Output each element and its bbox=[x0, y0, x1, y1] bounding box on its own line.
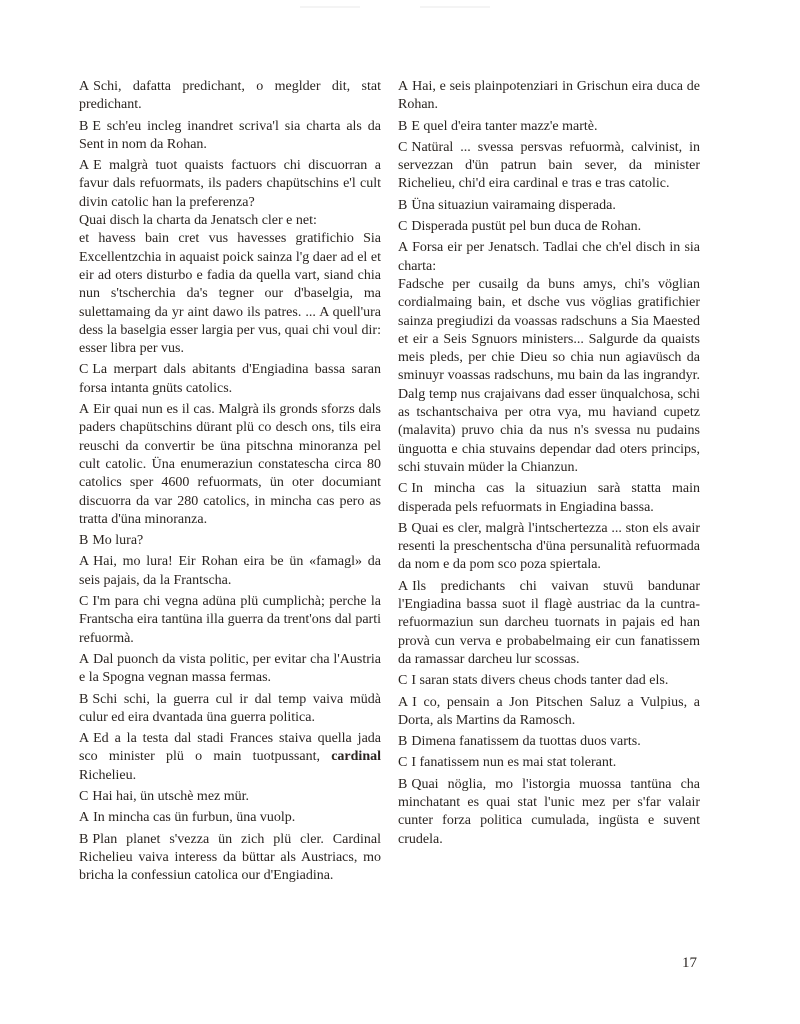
speaker-label: C bbox=[79, 788, 89, 804]
dialogue-paragraph bbox=[79, 691, 381, 728]
dialogue-paragraph bbox=[79, 553, 381, 590]
speaker-label: A bbox=[79, 79, 90, 94]
speaker-label: A bbox=[79, 651, 90, 667]
speaker-label: C bbox=[398, 139, 408, 155]
text-column-left bbox=[79, 78, 381, 888]
paragraph-text: I co, pensain a Jon Pitschen Saluz a Vulpius, a Dorta, als Martins da Ramosch. bbox=[398, 694, 700, 728]
paragraph-text: E malgrà tuot quaists factuors chi discuorran a favur dals refuormats, ils paders chapütschins e'l cult divin catolic han la preferenza? bbox=[79, 158, 381, 210]
speaker-label: C bbox=[79, 594, 89, 610]
speaker-label: C bbox=[398, 755, 408, 771]
speaker-label: B bbox=[398, 118, 408, 134]
dialogue-paragraph bbox=[79, 78, 381, 115]
dialogue-paragraph bbox=[398, 694, 700, 731]
speaker-label: A bbox=[398, 578, 409, 594]
page-number: 17 bbox=[682, 955, 697, 971]
dialogue-paragraph bbox=[79, 401, 381, 529]
dialogue-paragraph bbox=[398, 578, 700, 669]
text-column-right bbox=[398, 78, 700, 852]
paragraph-text: Ils predichants chi vaivan stuvü bandunar l'Engiadina bassa suot il flagè austriac da la cuntra-refuormaziun sun darcheu tuornats in pajais ed han provà cun verva e probabelmaing eir cun fanatissem da ramassar darcheu lur scossas. bbox=[398, 578, 700, 667]
dialogue-paragraph bbox=[79, 809, 381, 827]
speaker-label: C bbox=[398, 219, 408, 235]
speaker-label: B bbox=[398, 734, 408, 750]
speaker-label: B bbox=[398, 197, 408, 213]
speaker-label: B bbox=[398, 776, 408, 792]
paragraph-text: Ed a la testa dal stadi Frances staiva quella jada sco minister plü o main tuotpussant, bbox=[79, 731, 381, 765]
dialogue-paragraph bbox=[79, 831, 381, 886]
dialogue-paragraph bbox=[398, 118, 700, 136]
dialogue-paragraph bbox=[398, 754, 700, 772]
paragraph-text: Fadsche per cusailg da buns amys, chi's vöglian cordialmaing bain, et dsche vus vöglias gratifichier sainza pregiudizi da voassas radschuns a Sia Maested et eir a Seis Sgnuors ministers... Salgurde da quaists meis pleds, per chie Dieu so chia nun agiavüsch da sminuyr voassas radschuns, mu bain da las ingrandyr. Dalg temp nus crajaivans dad esser ünqualchosa, schi as tschantschaiva per otra vya, mu haviand cupetz (malavita) pruvo chia da nus n's svessa nu pudains ünguotta e chia stuvains dependar dad oters princips, schi stuvain müder la Chianzun. bbox=[398, 276, 700, 475]
paragraph-text: Quai disch la charta da Jenatsch cler e net: bbox=[79, 213, 317, 229]
dialogue-paragraph bbox=[398, 239, 700, 276]
quoted-letter-paragraph bbox=[398, 276, 700, 477]
paragraph-text: Quai nöglia, mo l'istorgia muossa tantüna cha minchatant es quai stat l'unic mez per s'far valair cunter forza politica cumulada, ingüsta e suvent crudela. bbox=[398, 776, 700, 847]
quoted-letter-paragraph bbox=[79, 230, 381, 358]
speaker-label: C bbox=[398, 673, 408, 689]
dialogue-paragraph bbox=[398, 139, 700, 194]
dialogue-paragraph bbox=[398, 520, 700, 575]
paragraph-text: In mincha cas la situaziun sarà statta main disperada pels refuormats in Engiadina bassa. bbox=[398, 481, 700, 515]
dialogue-paragraph bbox=[398, 733, 700, 751]
paragraph-text-continued: Richelieu. bbox=[79, 767, 137, 783]
speaker-label: B bbox=[79, 533, 89, 549]
paragraph-text: I saran stats divers cheus chods tanter dad els. bbox=[411, 673, 669, 689]
speaker-label: A bbox=[398, 240, 409, 256]
dialogue-paragraph bbox=[79, 730, 381, 785]
paragraph-text: Hai, e seis plainpotenziari in Grischun eira duca de Rohan. bbox=[398, 79, 700, 113]
paragraph-text: et havess bain cret vus havesses gratifichio Sia Excellentzchia in aquaist poick sainza l'g daer ad el et eir ad oters disturbo e fadia da quella vart, siand chia nun s'tscherchia da's tegner our d'baselgia, ma sulettamaing da yr aint dawo ils patres. ... A quell'ura dess la baselgia esser largia per vus, quai chi voul dir: esser libra per vus. bbox=[79, 231, 381, 357]
paragraph-text: E sch'eu incleg inandret scriva'l sia charta als da Sent in nom da Rohan. bbox=[79, 118, 381, 152]
dialogue-paragraph bbox=[398, 672, 700, 690]
dialogue-paragraph bbox=[79, 361, 381, 398]
dialogue-paragraph bbox=[79, 651, 381, 688]
speaker-label: A bbox=[79, 731, 90, 747]
speaker-label: B bbox=[79, 118, 89, 134]
paragraph-text: In mincha cas ün furbun, üna vuolp. bbox=[93, 810, 296, 826]
paragraph-text: Hai hai, ün utschè mez mür. bbox=[92, 788, 250, 804]
paragraph-text: I fanatissem nun es mai stat tolerant. bbox=[411, 755, 617, 771]
scan-artifact bbox=[0, 1, 800, 13]
dialogue-paragraph bbox=[79, 593, 381, 648]
scan-top-marks bbox=[0, 0, 800, 12]
speaker-label: A bbox=[79, 158, 90, 174]
speaker-label: A bbox=[79, 402, 90, 418]
dialogue-paragraph bbox=[79, 157, 381, 212]
bold-term: cardinal bbox=[331, 749, 381, 765]
dialogue-paragraph bbox=[398, 197, 700, 215]
speaker-label: C bbox=[79, 362, 89, 378]
paragraph-text: Quai es cler, malgrà l'intschertezza ... ston els avair resenti la preschentscha d'üna persunalità refuormada da nom e da pom sco poza spiertala. bbox=[398, 520, 700, 573]
speaker-label: B bbox=[79, 831, 89, 847]
paragraph-text: I'm para chi vegna adüna plü cumplichà; perche la Frantscha eira tantüna illa guerra da trent'ons dal parti refuormà. bbox=[79, 594, 381, 646]
dialogue-paragraph bbox=[398, 78, 700, 115]
paragraph-text: E quel d'eira tanter mazz'e martè. bbox=[411, 118, 598, 134]
paragraph-text: Disperada pustüt pel bun duca de Rohan. bbox=[411, 219, 642, 235]
paragraph-text: Mo lura? bbox=[92, 533, 144, 549]
dialogue-paragraph bbox=[79, 788, 381, 806]
paragraph-text: Forsa eir per Jenatsch. Tadlai che ch'el disch in sia charta: bbox=[398, 240, 700, 274]
speaker-label: C bbox=[398, 481, 408, 497]
speaker-label: A bbox=[398, 79, 409, 94]
speaker-label: A bbox=[398, 694, 409, 710]
dialogue-paragraph bbox=[398, 218, 700, 236]
paragraph-text: La merpart dals abitants d'Engiadina bassa saran forsa intanta gnüts catolics. bbox=[79, 362, 381, 396]
quoted-letter-paragraph bbox=[79, 212, 381, 230]
dialogue-paragraph bbox=[398, 776, 700, 849]
speaker-label: A bbox=[79, 554, 90, 570]
dialogue-paragraph bbox=[398, 480, 700, 517]
paragraph-text: Natüral ... svessa persvas refuormà, calvinist, in servezzan d'ün patrun bain sever, da minister Richelieu, chi'd eira cardinal e tras e tras catolic. bbox=[398, 139, 700, 192]
paragraph-text: Schi schi, la guerra cul ir dal temp vaiva müdà culur ed eira dvantada üna guerra politica. bbox=[79, 691, 381, 725]
paragraph-text: Dimena fanatissem da tuottas duos varts. bbox=[411, 734, 641, 750]
paragraph-text: Eir quai nun es il cas. Malgrà ils gronds sforzs dals paders chapütschins dürant plü co desch ons, tils eira reuschi da convertir be üna pitschna minoranza pel cult catolic. Üna enumeraziun constatescha circa 80 catolics sper 4600 refuormats, ün oter documiant discuorra da var 280 catolics, in mincha cas pero as tratta d'üna minoranza. bbox=[79, 402, 381, 527]
paragraph-text: Üna situaziun vairamaing disperada. bbox=[411, 197, 616, 213]
paragraph-text: Schi, dafatta predichant, o meglder dit, stat predichant. bbox=[79, 79, 381, 113]
speaker-label: A bbox=[79, 810, 90, 826]
speaker-label: B bbox=[398, 520, 408, 536]
paragraph-text: Dal puonch da vista politic, per evitar cha l'Austria e la Spogna vegnan massa fermas. bbox=[79, 651, 381, 686]
dialogue-paragraph bbox=[79, 118, 381, 155]
paragraph-text: Plan planet s'vezza ün zich plü cler. Cardinal Richelieu vaiva interess da büttar als Austriacs, mo bricha la confessiun catolica our d'Engiadina. bbox=[79, 831, 381, 884]
speaker-label: B bbox=[79, 691, 89, 707]
dialogue-paragraph bbox=[79, 532, 381, 550]
paragraph-text: Hai, mo lura! Eir Rohan eira be ün «famagl» da seis pajais, da la Frantscha. bbox=[79, 554, 381, 588]
